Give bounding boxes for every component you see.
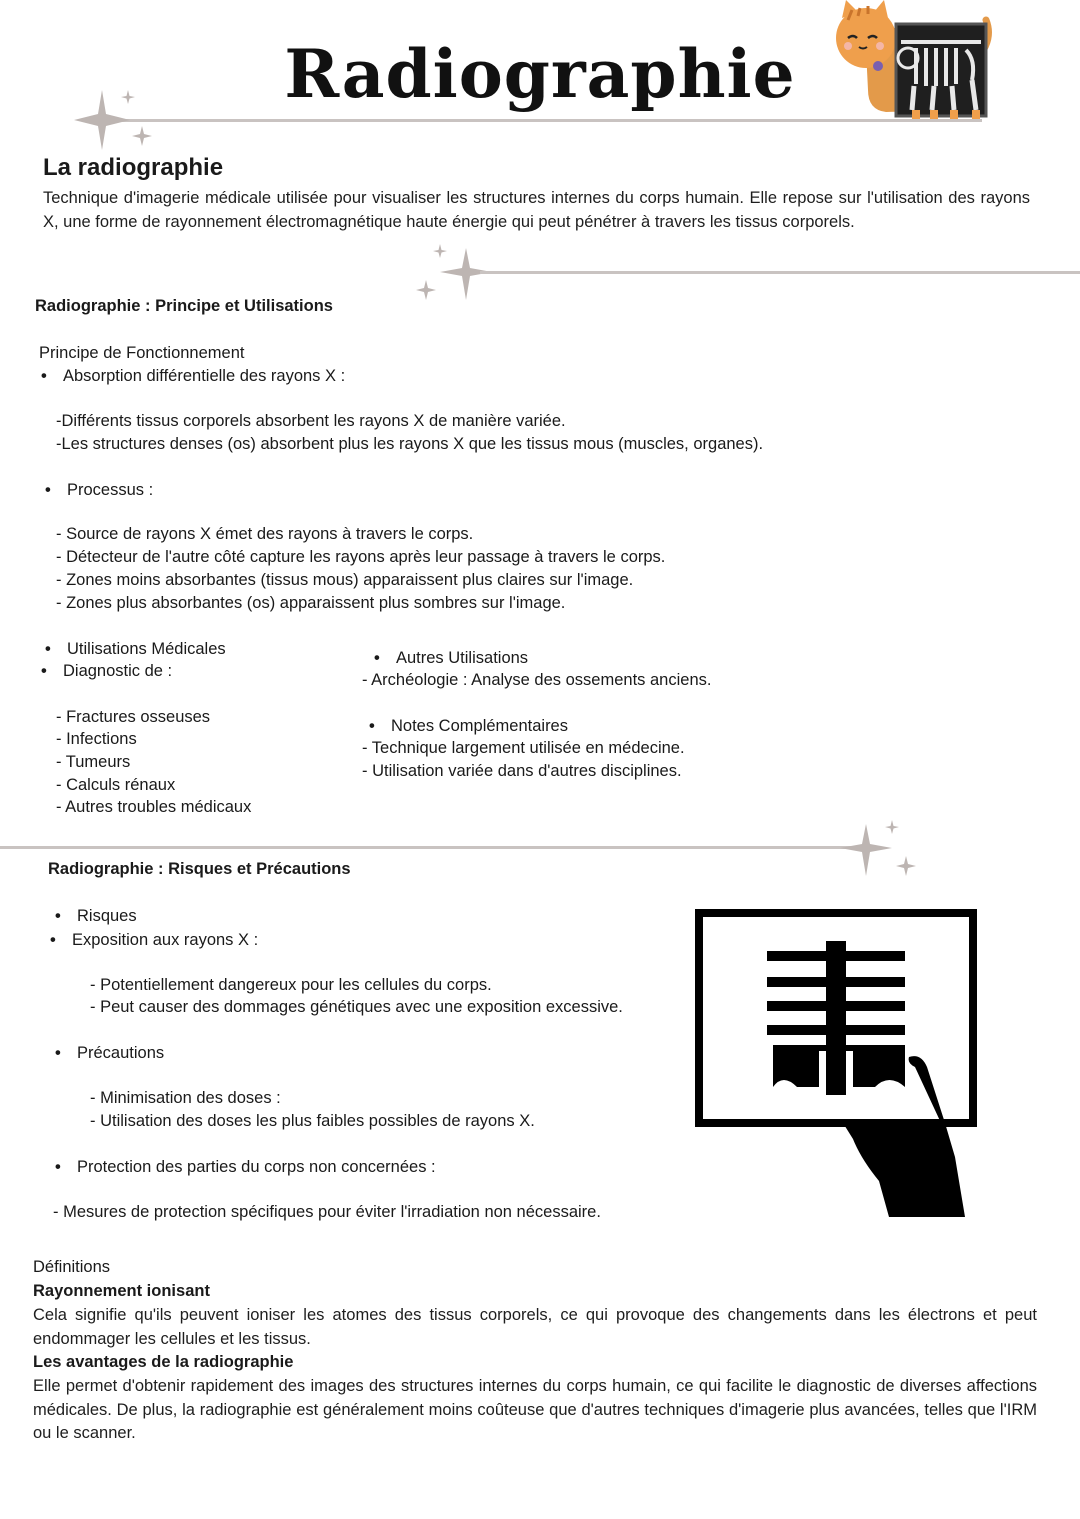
list-item: - Infections	[56, 730, 137, 748]
uses-bullet: • Utilisations Médicales	[41, 638, 226, 661]
list-item: - Potentiellement dangereux pour les cellules du corps.	[90, 976, 492, 994]
principle-subtitle: Principe de Fonctionnement	[39, 344, 245, 362]
list-item: - Fractures osseuses	[56, 708, 211, 726]
definition-text-1: Cela signifie qu'ils peuvent ioniser les atomes des tissus corporels, ce qui provoque des changements dans les électrons et peut endommager les cellules et les tissus.	[33, 1306, 1037, 1348]
sparkle-icon	[838, 816, 924, 882]
notes-bullet: • Notes Complémentaires	[369, 715, 568, 738]
list-item: -Les structures denses (os) absorbent plus les rayons X que les tissus mous (muscles, organes).	[56, 435, 764, 453]
precautions-bullet: • Précautions	[50, 1042, 164, 1065]
list-item: - Zones plus absorbantes (os) apparaissent plus sombres sur l'image.	[56, 594, 566, 612]
diagnostic-bullet: • Diagnostic de :	[41, 660, 172, 683]
list-item: - Mesures de protection spécifiques pour éviter l'irradiation non nécessaire.	[53, 1203, 601, 1221]
page-title: Radiographie	[284, 35, 796, 113]
xray-hand-icon	[693, 907, 983, 1225]
exposure-bullet: • Exposition aux rayons X :	[50, 929, 258, 952]
list-item: - Source de rayons X émet des rayons à travers le corps.	[56, 525, 474, 543]
list-item: - Technique largement utilisée en médecine.	[362, 739, 685, 757]
intro-text: Technique d'imagerie médicale utilisée pour visualiser les structures internes du corps humain. Elle repose sur l'utilisation des rayons X, une forme de rayonnement électromagnétique haute énergie qui peut pénétrer à travers les tissus corporels.	[43, 189, 1030, 231]
sparkle-icon	[68, 86, 158, 152]
section-title-risks: Radiographie : Risques et Précautions	[48, 860, 351, 878]
definition-term-2: Les avantages de la radiographie	[33, 1353, 294, 1371]
intro-divider	[480, 271, 1080, 274]
list-item: - Tumeurs	[56, 753, 131, 771]
protection-bullet: • Protection des parties du corps non concernées :	[50, 1156, 436, 1179]
definition-term-1: Rayonnement ionisant	[33, 1282, 210, 1300]
list-item: - Autres troubles médicaux	[56, 798, 252, 816]
header-divider	[112, 119, 982, 122]
section-title-principle: Radiographie : Principe et Utilisations	[35, 297, 333, 315]
list-item: - Minimisation des doses :	[90, 1089, 281, 1107]
other-uses-bullet: • Autres Utilisations	[369, 647, 528, 670]
list-item: - Utilisation des doses les plus faibles possibles de rayons X.	[90, 1112, 535, 1130]
list-item: - Calculs rénaux	[56, 776, 176, 794]
cat-xray-illustration-icon	[826, 0, 996, 125]
list-item: -Différents tissus corporels absorbent les rayons X de manière variée.	[56, 412, 566, 430]
list-item: - Détecteur de l'autre côté capture les rayons après leur passage à travers le corps.	[56, 548, 666, 566]
risks-bullet: • Risques	[50, 905, 137, 928]
intro-heading: La radiographie	[43, 154, 224, 181]
list-item: - Zones moins absorbantes (tissus mous) apparaissent plus claires sur l'image.	[56, 571, 634, 589]
process-bullet: • Processus :	[41, 479, 153, 502]
absorption-bullet: • Absorption différentielle des rayons X :	[41, 365, 345, 388]
list-item: - Peut causer des dommages génétiques avec une exposition excessive.	[90, 998, 623, 1016]
definitions-title: Définitions	[33, 1258, 111, 1276]
definition-text-2: Elle permet d'obtenir rapidement des images des structures internes du corps humain, ce qui facilite le diagnostic de diverses affections médicales. De plus, la radiographie est généralement moins coûteuse que d'autres techniques d'imagerie plus avancées, telles que l'IRM ou le scanner.	[33, 1377, 1037, 1442]
list-item: - Archéologie : Analyse des ossements anciens.	[362, 671, 712, 689]
section-divider	[0, 846, 870, 849]
list-item: - Utilisation variée dans d'autres disciplines.	[362, 762, 682, 780]
